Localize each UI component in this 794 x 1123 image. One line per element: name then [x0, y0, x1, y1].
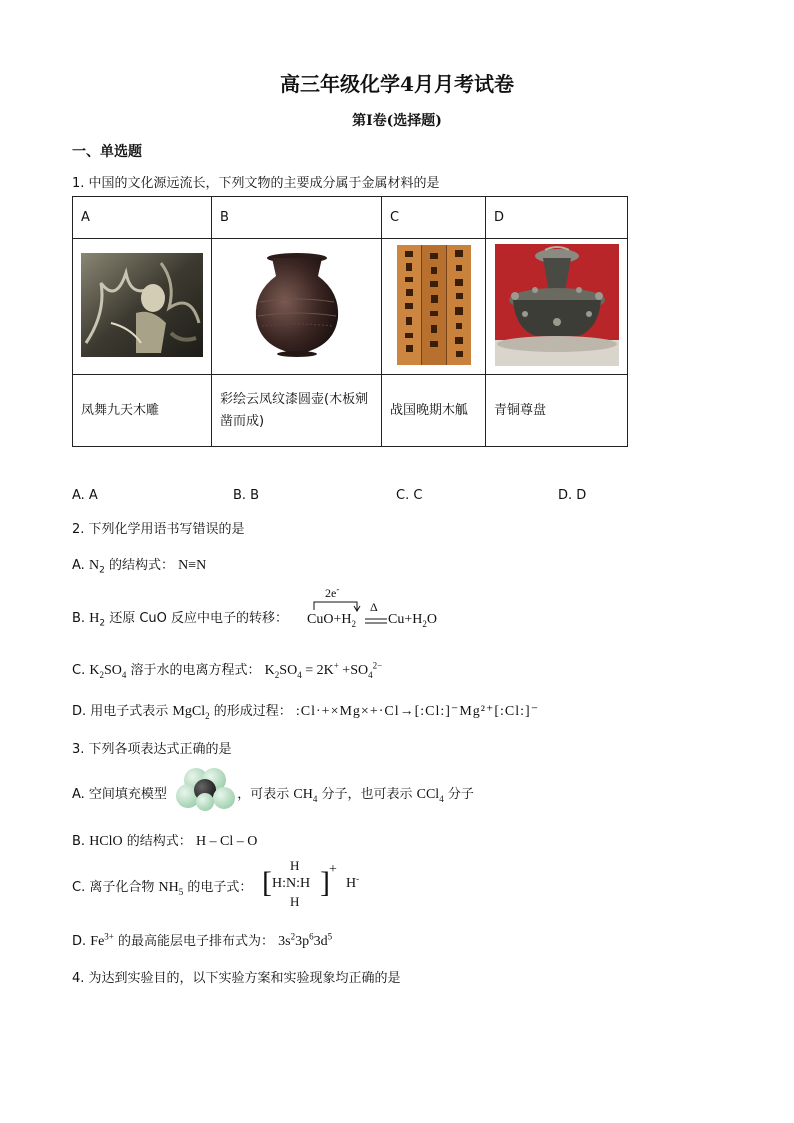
subscript: 4 — [439, 793, 444, 804]
hydrogen-top: H — [290, 858, 300, 873]
formula-part: 3d — [313, 934, 328, 949]
q1-choice-d: D. D — [558, 488, 587, 503]
option-label: D. — [72, 934, 91, 949]
option-text: 的结构式： — [108, 558, 174, 573]
subscript: 4 — [312, 793, 318, 804]
option-text: 还原 CuO 反应中电子的转移： — [109, 611, 289, 626]
products-end: O — [426, 612, 437, 627]
ammonium-hydride-electron-formula — [262, 858, 382, 913]
subscript: 2 — [99, 618, 106, 629]
electron-configuration — [278, 931, 333, 949]
page-title: 高三年级化学4月月考试卷 — [280, 72, 514, 96]
formula-part: H — [346, 876, 357, 891]
chemical-formula — [172, 704, 209, 719]
structural-formula: H – Cl – O — [195, 834, 258, 849]
structural-formula: N≡N — [178, 558, 207, 573]
bronze-zun-image — [495, 244, 619, 366]
q2-option-b-label — [72, 607, 288, 627]
subscript: 2 — [422, 618, 427, 629]
electron-dot-row: H:N:H — [272, 876, 311, 891]
table-cell-image-d — [486, 239, 628, 375]
superscript: 5 — [327, 931, 333, 942]
superscript: - — [356, 873, 360, 884]
formula-part: +SO — [338, 663, 369, 678]
q3-option-b — [72, 830, 257, 850]
option-text: D. 用电子式表示 — [72, 704, 169, 719]
electron-count: 2e — [325, 586, 337, 600]
option-text: 的电子式： — [187, 880, 253, 895]
superscript: + — [333, 660, 339, 671]
bamboo-slips-image — [397, 245, 471, 365]
chemical-formula — [90, 931, 114, 949]
superscript: 3+ — [104, 931, 114, 942]
space-filling-model-icon — [176, 766, 238, 812]
q3-option-c-label — [72, 876, 252, 896]
section-heading: 一、单选题 — [72, 144, 142, 160]
table-cell-image-a — [73, 239, 212, 375]
subscript: 2 — [274, 669, 280, 680]
question-3-stem: 3. 下列各项表达式正确的是 — [72, 742, 232, 757]
superscript: 2− — [372, 660, 383, 671]
subscript: 2 — [351, 618, 356, 629]
option-text: A. 空间填充模型 — [72, 787, 167, 802]
subscript: 4 — [121, 669, 127, 680]
formula-part: MgCl — [172, 704, 206, 719]
formula-part: Fe — [90, 934, 105, 949]
reactants: CuO+H — [307, 612, 352, 627]
subscript: 4 — [368, 669, 373, 680]
table-cell-image-c — [382, 239, 486, 375]
table-header-d: D — [486, 197, 628, 239]
superscript: - — [336, 584, 340, 594]
table-header-a: A — [73, 197, 212, 239]
electron-transfer-diagram — [305, 586, 455, 636]
option-text: 溶于水的电离方程式： — [130, 663, 261, 678]
option-label: C. — [72, 663, 90, 678]
chemical-formula: N — [88, 558, 100, 573]
electron-arrow-icon — [311, 592, 371, 612]
artifact-name-b: 彩绘云凤纹漆圆壶(木板剜凿而成) — [212, 375, 382, 447]
q2-option-c — [72, 659, 382, 679]
equals-sign-icon — [365, 617, 387, 625]
chemical-formula: H — [89, 611, 100, 626]
option-label: B. — [72, 834, 90, 849]
option-label: A. — [72, 558, 89, 573]
artifact-name-c: 战国晚期木觚 — [382, 375, 486, 447]
option-text: 的结构式： — [126, 834, 192, 849]
formula-part: K — [89, 663, 100, 678]
wood-carving-image — [81, 253, 203, 357]
chemical-formula — [293, 787, 317, 802]
ionization-equation — [264, 660, 383, 680]
table-cell-image-b — [212, 239, 382, 375]
option-text: C. 离子化合物 — [72, 880, 155, 895]
option-text: ，可表示 — [237, 787, 290, 802]
chemical-formula: HClO — [89, 834, 123, 849]
q1-choice-c: C. C — [396, 488, 423, 503]
question-4-stem: 4. 为达到实验目的，以下实验方案和实验现象均正确的是 — [72, 971, 401, 986]
formula-part: SO — [103, 663, 122, 678]
charge-plus: + — [329, 862, 337, 877]
chemical-formula — [89, 663, 126, 678]
option-label: B. — [72, 611, 90, 626]
q2-option-d — [72, 700, 539, 720]
table-header-c: C — [382, 197, 486, 239]
question-2-stem: 2. 下列化学用语书写错误的是 — [72, 522, 245, 537]
question-1-stem: 1. 中国的文化源远流长，下列文物的主要成分属于金属材料的是 — [72, 176, 440, 191]
formula-part: = 2K — [301, 663, 334, 678]
artifact-name-a: 凤舞九天木雕 — [73, 375, 212, 447]
formula-part: 3s — [278, 934, 291, 949]
q1-choice-b: B. B — [233, 488, 260, 503]
q3-option-d — [72, 930, 332, 950]
subscript: 4 — [297, 669, 302, 680]
formula-part: K — [264, 663, 275, 678]
formula-part: CCl — [416, 787, 440, 802]
lacquer-pot-image — [252, 252, 342, 358]
q2-option-a — [72, 554, 206, 574]
heat-symbol: Δ — [370, 600, 378, 614]
superscript: 2 — [290, 931, 296, 942]
artifact-name-d: 青铜尊盘 — [486, 375, 628, 447]
formula-part: 3p — [295, 934, 310, 949]
subscript: 5 — [178, 886, 184, 897]
page-subtitle: 第I卷(选择题) — [352, 113, 442, 129]
option-text: 分子 — [447, 787, 474, 802]
formula-part: SO — [279, 663, 298, 678]
q3-option-a — [72, 783, 474, 803]
bracket-right-icon: ] — [320, 866, 330, 899]
subscript: 2 — [205, 710, 210, 721]
chemical-formula — [417, 787, 444, 802]
option-text: 的最高能层电子排布式为： — [118, 934, 275, 949]
table-header-b: B — [212, 197, 382, 239]
products: Cu+H — [388, 612, 423, 627]
hydrogen-bottom: H — [290, 894, 300, 909]
formula-part: CH — [293, 787, 313, 802]
subscript: 2 — [99, 669, 104, 680]
option-text: 分子，也可表示 — [321, 787, 413, 802]
electron-dot-formation: :Cl·+×Mg×+·Cl→[:Cl:]⁻Mg²⁺[:Cl:]⁻ — [295, 704, 540, 719]
formula-part: NH — [158, 880, 179, 895]
artifact-table — [72, 196, 628, 447]
q1-choice-a: A. A — [72, 488, 98, 503]
hydride-ion — [346, 873, 360, 892]
chemical-formula — [158, 880, 183, 895]
superscript: 6 — [309, 931, 314, 942]
subscript: 2 — [99, 565, 105, 576]
bracket-left-icon: [ — [262, 866, 272, 899]
option-text: 的形成过程： — [213, 704, 292, 719]
